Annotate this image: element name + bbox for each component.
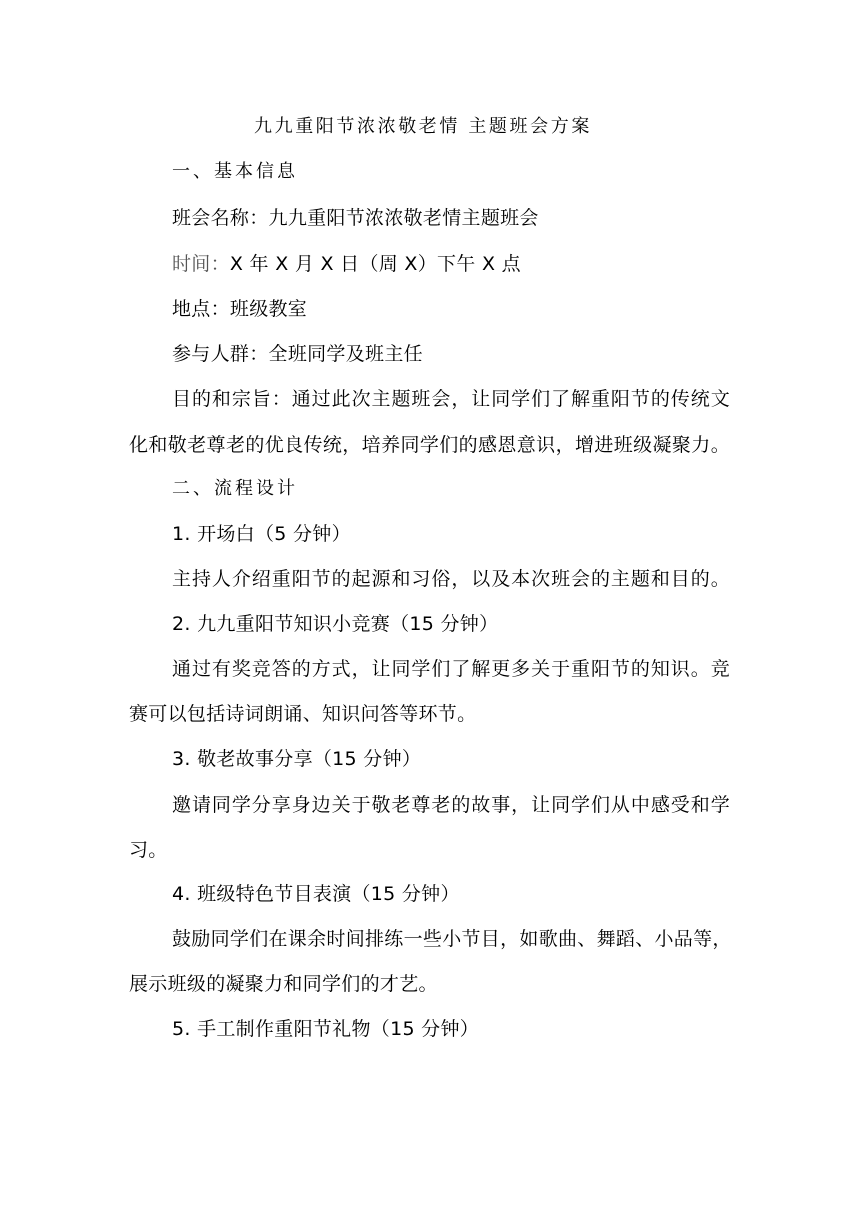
section-heading-basic-info: 一、基本信息 [172,161,298,182]
field-value: 班级教室 [229,298,308,320]
field-label: 地点： [172,298,230,320]
field-meeting-name [172,206,539,230]
step-title-4: 4. 班级特色节目表演（15 分钟） [172,883,460,905]
field-participants [172,342,423,366]
field-time [172,252,521,276]
field-label: 班会名称： [172,207,269,229]
step-desc-2-line-1: 通过有奖竞答的方式，让同学们了解更多关于重阳节的知识。竞 [172,658,730,680]
step-desc-3-line-2: 习。 [129,839,168,861]
step-desc-4-line-1: 鼓励同学们在课余时间排练一些小节目，如歌曲、舞蹈、小品等， [172,928,732,950]
step-title-2: 2. 九九重阳节知识小竞赛（15 分钟） [172,613,499,635]
step-desc-3-line-1: 邀请同学分享身边关于敬老尊老的故事，让同学们从中感受和学 [172,794,730,816]
purpose-line-2: 化和敬老尊老的优良传统，培养同学们的感恩意识，增进班级凝聚力。 [129,434,730,456]
field-label: 参与人群： [172,343,269,365]
section-heading-process: 二、流程设计 [172,478,298,499]
field-value: X 年 X 月 X 日（周 X）下午 X 点 [229,253,521,275]
field-location [172,297,307,321]
field-label: 时间： [172,253,230,275]
purpose-line-1: 目的和宗旨：通过此次主题班会，让同学们了解重阳节的传统文 [172,388,730,410]
step-desc-1-line-1: 主持人介绍重阳节的起源和习俗，以及本次班会的主题和目的。 [172,568,730,590]
step-desc-4-line-2: 展示班级的凝聚力和同学们的才艺。 [129,973,438,995]
step-title-5: 5. 手工制作重阳节礼物（15 分钟） [172,1018,480,1040]
step-desc-2-line-2: 赛可以包括诗词朗诵、知识问答等环节。 [129,703,477,725]
document-title: 九九重阳节浓浓敬老情 主题班会方案 [254,116,592,137]
field-value: 全班同学及班主任 [268,343,423,365]
field-value: 九九重阳节浓浓敬老情主题班会 [268,207,539,229]
step-title-3: 3. 敬老故事分享（15 分钟） [172,748,422,770]
step-title-1: 1. 开场白（5 分钟） [172,523,351,545]
